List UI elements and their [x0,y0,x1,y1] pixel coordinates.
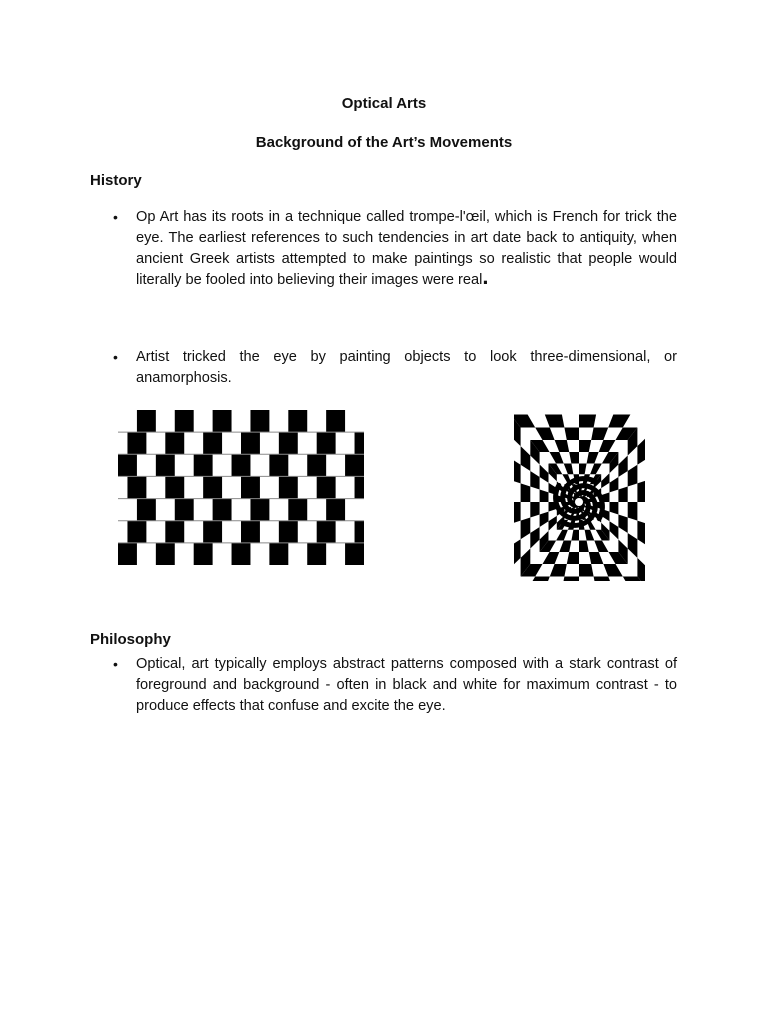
cafe-wall-tile [307,543,326,565]
tunnel-check [564,428,579,441]
cafe-wall-tile [165,432,184,454]
cafe-wall-tile [288,499,307,521]
tunnel-illusion-figure [514,412,645,581]
cafe-wall-tile [232,454,251,476]
bullet-marker: • [113,209,118,225]
cafe-wall-tile [269,543,288,565]
document-title: Optical Arts [341,95,427,112]
tunnel-check [628,502,638,521]
cafe-wall-tile [355,476,364,498]
cafe-wall-tile [326,499,345,521]
cafe-wall-tile [317,432,336,454]
philosophy-bullet-1 [113,654,677,717]
cafe-wall-tile [194,454,213,476]
history-bullet-2-text: Artist tricked the eye by painting objects to look three-dimensional, or anamorphosis. [136,349,677,386]
history-bullet-2 [113,347,677,389]
tunnel-check [562,577,579,582]
cafe-wall-tile [269,454,288,476]
cafe-wall-tile [213,410,232,432]
tunnel-center [575,498,583,506]
cafe-wall-tile [156,543,175,565]
cafe-wall-tile [250,499,269,521]
cafe-wall-tile [203,521,222,543]
cafe-wall-tile [118,543,137,565]
cafe-wall-tile [175,410,194,432]
tunnel-check [514,502,521,524]
cafe-wall-tile [175,499,194,521]
cafe-wall-tile [213,499,232,521]
history-heading: History [90,172,142,189]
cafe-wall-tile [355,521,364,543]
tunnel-check [579,564,594,577]
bullet-marker: • [113,349,118,365]
philosophy-bullet-1-text: Optical, art typically employs abstract patterns composed with a stark contrast of foreground and background - often in black and white for maximum contrast - to produce effects that confuse and excite the eye. [136,656,677,714]
cafe-wall-tile [345,454,364,476]
cafe-wall-tile [250,410,269,432]
cafe-wall-tile [307,454,326,476]
cafe-wall-tile [241,476,260,498]
cafe-wall-tile [279,476,298,498]
cafe-wall-tile [127,476,146,498]
cafe-wall-tile [203,432,222,454]
cafe-wall-illusion-figure [118,410,364,565]
cafe-wall-tile [203,476,222,498]
cafe-wall-tile [241,521,260,543]
bullet-marker: • [113,656,118,672]
cafe-wall-tile [165,476,184,498]
cafe-wall-tile [279,432,298,454]
tunnel-check [521,483,531,502]
cafe-wall-tile [232,543,251,565]
cafe-wall-tile [345,543,364,565]
cafe-wall-tile [279,521,298,543]
cafe-wall-tile [137,410,156,432]
cafe-wall-tile [127,521,146,543]
cafe-wall-tile [165,521,184,543]
cafe-wall-tile [137,499,156,521]
history-bullet-1 [113,207,677,291]
history-bullet-1-text: Op Art has its roots in a technique called trompe-l'œil, which is French for trick the eye. The earliest references to such tendencies in art date back to antiquity, when ancient Greek artists attempted to make paintings so realistic that people would literally be fooled into believing their images were real [136,209,677,288]
cafe-wall-tile [355,432,364,454]
document-subtitle: Background of the Art’s Movements [255,134,513,151]
cafe-wall-tile [317,476,336,498]
tunnel-illusion-image [514,412,645,581]
cafe-wall-tile [288,410,307,432]
cafe-wall-tile [156,454,175,476]
cafe-wall-tile [127,432,146,454]
tunnel-check [637,480,645,502]
history-bullet-1-end: . [482,264,489,289]
cafe-wall-tile [317,521,336,543]
cafe-wall-tile [118,454,137,476]
tunnel-check [579,415,596,428]
cafe-wall-tile [326,410,345,432]
cafe-wall-illusion-image [118,410,364,565]
cafe-wall-tile [241,432,260,454]
philosophy-heading: Philosophy [90,631,171,648]
cafe-wall-tile [194,543,213,565]
